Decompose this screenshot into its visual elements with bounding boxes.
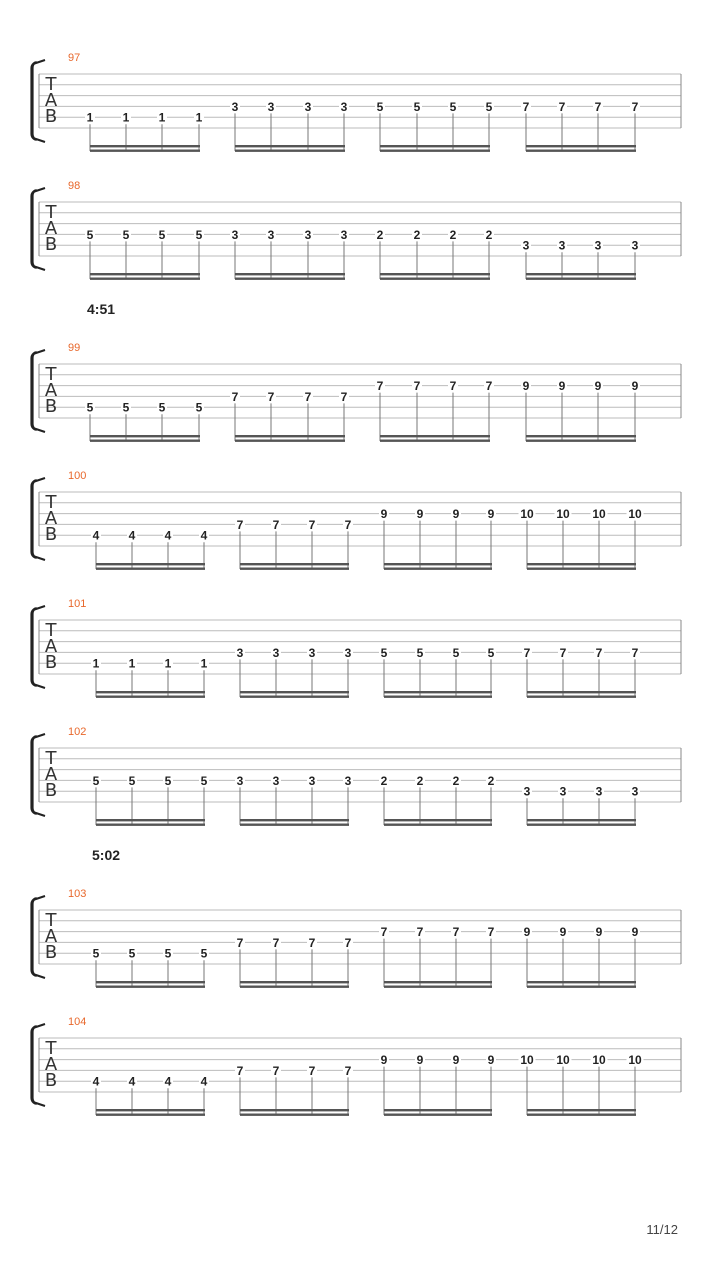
system-bracket	[31, 898, 37, 976]
fret-number: 7	[595, 645, 603, 660]
tab-clef-letter: T	[45, 910, 57, 931]
fret-number: 5	[449, 99, 457, 114]
fret-number: 4	[200, 1074, 208, 1089]
measure-number: 102	[68, 726, 87, 738]
fret-number: 3	[304, 99, 312, 114]
beam	[240, 1109, 349, 1111]
tab-clef-letter: B	[44, 106, 58, 127]
beam	[96, 824, 205, 826]
fret-number: 3	[344, 645, 352, 660]
fret-number: 7	[272, 1063, 280, 1078]
beam	[384, 986, 492, 988]
fret-number: 7	[308, 517, 316, 532]
beam	[380, 435, 490, 437]
fret-number: 5	[128, 946, 136, 961]
fret-number: 5	[92, 946, 100, 961]
measure-number: 100	[68, 470, 87, 482]
beam	[384, 568, 492, 570]
measure-number: 97	[68, 52, 81, 64]
beam	[384, 1109, 492, 1111]
fret-number: 3	[340, 99, 348, 114]
fret-number: 7	[344, 517, 352, 532]
beam	[90, 440, 200, 442]
beam	[526, 435, 636, 437]
fret-number: 2	[380, 773, 388, 788]
fret-number: 9	[487, 1053, 495, 1068]
beam	[235, 150, 345, 152]
fret-number: 7	[594, 99, 602, 114]
measure-number: 99	[68, 342, 81, 354]
beam	[96, 568, 205, 570]
fret-number: 3	[231, 99, 239, 114]
fret-number: 5	[164, 773, 172, 788]
fret-number: 9	[452, 507, 460, 522]
fret-number: 5	[122, 227, 130, 242]
fret-number: 7	[380, 925, 388, 940]
beam	[384, 981, 492, 983]
fret-number: 10	[520, 507, 534, 522]
fret-number: 2	[487, 773, 495, 788]
fret-number: 9	[522, 379, 530, 394]
fret-number: 5	[195, 227, 203, 242]
beam	[527, 986, 636, 988]
fret-number: 3	[595, 784, 603, 799]
fret-number: 7	[272, 517, 280, 532]
fret-number: 5	[200, 773, 208, 788]
tab-clef-letter: B	[44, 942, 58, 963]
fret-number: 2	[416, 773, 424, 788]
fret-number: 2	[452, 773, 460, 788]
fret-number: 7	[308, 935, 316, 950]
fret-number: 7	[558, 99, 566, 114]
tab-clef-letter: T	[45, 620, 57, 641]
page-number: 11/12	[646, 1222, 678, 1237]
fret-number: 7	[236, 517, 244, 532]
fret-number: 9	[594, 379, 602, 394]
fret-number: 5	[86, 400, 94, 415]
fret-number: 9	[380, 1053, 388, 1068]
system-bracket	[31, 62, 37, 140]
beam	[90, 273, 200, 275]
fret-number: 1	[164, 656, 172, 671]
tab-clef-letter: B	[44, 780, 58, 801]
tab-clef-letter: T	[45, 202, 57, 223]
tab-clef-letter: A	[44, 1054, 58, 1075]
fret-number: 9	[631, 925, 639, 940]
beam	[240, 1114, 349, 1116]
fret-number: 1	[158, 110, 166, 125]
fret-number: 4	[200, 528, 208, 543]
fret-number: 4	[92, 1074, 100, 1089]
fret-number: 5	[158, 227, 166, 242]
tab-clef-letter: T	[45, 364, 57, 385]
fret-number: 7	[523, 645, 531, 660]
fret-number: 3	[272, 645, 280, 660]
beam	[240, 568, 349, 570]
fret-number: 3	[522, 238, 530, 253]
fret-number: 10	[556, 507, 570, 522]
fret-number: 7	[236, 1063, 244, 1078]
beam	[380, 150, 490, 152]
tab-clef-letter: A	[44, 90, 58, 111]
fret-number: 5	[158, 400, 166, 415]
fret-number: 3	[558, 238, 566, 253]
tab-clef-letter: B	[44, 1070, 58, 1091]
fret-number: 5	[195, 400, 203, 415]
beam	[240, 981, 349, 983]
beam	[240, 563, 349, 565]
fret-number: 10	[628, 1053, 642, 1068]
system-bracket	[31, 1026, 37, 1104]
beam	[240, 696, 349, 698]
fret-number: 7	[236, 935, 244, 950]
fret-number: 3	[594, 238, 602, 253]
fret-number: 2	[485, 227, 493, 242]
fret-number: 7	[267, 389, 275, 404]
fret-number: 9	[559, 925, 567, 940]
fret-number: 5	[487, 645, 495, 660]
fret-number: 9	[631, 379, 639, 394]
beam	[527, 568, 636, 570]
fret-number: 3	[340, 227, 348, 242]
fret-number: 7	[449, 379, 457, 394]
fret-number: 3	[236, 773, 244, 788]
fret-number: 3	[523, 784, 531, 799]
beam	[96, 691, 205, 693]
fret-number: 5	[128, 773, 136, 788]
tab-clef-letter: B	[44, 396, 58, 417]
beam	[527, 819, 636, 821]
system-bracket	[31, 608, 37, 686]
tab-clef-letter: T	[45, 1038, 57, 1059]
fret-number: 1	[86, 110, 94, 125]
fret-number: 5	[413, 99, 421, 114]
beam	[380, 273, 490, 275]
fret-number: 3	[631, 784, 639, 799]
beam	[384, 819, 492, 821]
fret-number: 7	[452, 925, 460, 940]
beam	[96, 563, 205, 565]
fret-number: 7	[376, 379, 384, 394]
fret-number: 7	[308, 1063, 316, 1078]
fret-number: 2	[413, 227, 421, 242]
measure-number: 104	[68, 1016, 87, 1028]
fret-number: 3	[559, 784, 567, 799]
beam	[527, 563, 636, 565]
beam	[384, 696, 492, 698]
beam	[90, 278, 200, 280]
beam	[240, 819, 349, 821]
fret-number: 3	[236, 645, 244, 660]
fret-number: 1	[195, 110, 203, 125]
fret-number: 3	[308, 773, 316, 788]
fret-number: 7	[522, 99, 530, 114]
fret-number: 9	[487, 507, 495, 522]
fret-number: 7	[485, 379, 493, 394]
fret-number: 4	[164, 528, 172, 543]
fret-number: 7	[487, 925, 495, 940]
fret-number: 10	[592, 1053, 606, 1068]
fret-number: 3	[308, 645, 316, 660]
fret-number: 9	[523, 925, 531, 940]
beam	[235, 440, 345, 442]
tab-clef-letter: T	[45, 748, 57, 769]
beam	[384, 691, 492, 693]
measure-number: 98	[68, 180, 81, 192]
fret-number: 10	[520, 1053, 534, 1068]
fret-number: 9	[380, 507, 388, 522]
tab-clef-letter: A	[44, 636, 58, 657]
beam	[90, 150, 200, 152]
fret-number: 5	[122, 400, 130, 415]
beam	[384, 1114, 492, 1116]
tab-clef-letter: A	[44, 764, 58, 785]
beam	[240, 986, 349, 988]
tab-clef-letter: A	[44, 380, 58, 401]
fret-number: 1	[122, 110, 130, 125]
beam	[384, 824, 492, 826]
beam	[526, 440, 636, 442]
fret-number: 7	[304, 389, 312, 404]
fret-number: 5	[92, 773, 100, 788]
beam	[527, 1114, 636, 1116]
beam	[90, 435, 200, 437]
beam	[526, 278, 636, 280]
beam	[90, 145, 200, 147]
fret-number: 5	[485, 99, 493, 114]
fret-number: 4	[128, 528, 136, 543]
tab-clef-letter: A	[44, 218, 58, 239]
fret-number: 9	[416, 1053, 424, 1068]
fret-number: 5	[200, 946, 208, 961]
beam	[527, 696, 636, 698]
beam	[380, 145, 490, 147]
beam	[527, 691, 636, 693]
beam	[526, 273, 636, 275]
tab-clef-letter: T	[45, 74, 57, 95]
beam	[96, 1114, 205, 1116]
fret-number: 3	[344, 773, 352, 788]
fret-number: 4	[164, 1074, 172, 1089]
fret-number: 5	[376, 99, 384, 114]
beam	[380, 440, 490, 442]
system-bracket	[31, 480, 37, 558]
beam	[240, 824, 349, 826]
fret-number: 3	[272, 773, 280, 788]
fret-number: 9	[452, 1053, 460, 1068]
beam	[527, 824, 636, 826]
fret-number: 2	[449, 227, 457, 242]
fret-number: 1	[92, 656, 100, 671]
fret-number: 7	[413, 379, 421, 394]
beam	[96, 981, 205, 983]
fret-number: 4	[128, 1074, 136, 1089]
fret-number: 3	[631, 238, 639, 253]
fret-number: 5	[164, 946, 172, 961]
beam	[235, 273, 345, 275]
fret-number: 4	[92, 528, 100, 543]
beam	[380, 278, 490, 280]
beam	[526, 150, 636, 152]
tab-clef-letter: B	[44, 524, 58, 545]
fret-number: 10	[592, 507, 606, 522]
fret-number: 2	[376, 227, 384, 242]
beam	[235, 435, 345, 437]
beam	[96, 1109, 205, 1111]
system-bracket	[31, 352, 37, 430]
fret-number: 7	[631, 645, 639, 660]
fret-number: 5	[86, 227, 94, 242]
fret-number: 7	[272, 935, 280, 950]
fret-number: 9	[416, 507, 424, 522]
beam	[527, 1109, 636, 1111]
fret-number: 7	[231, 389, 239, 404]
time-marker: 4:51	[87, 301, 116, 317]
fret-number: 5	[416, 645, 424, 660]
beam	[96, 986, 205, 988]
fret-number: 9	[595, 925, 603, 940]
fret-number: 5	[380, 645, 388, 660]
fret-number: 5	[452, 645, 460, 660]
tab-clef-letter: A	[44, 926, 58, 947]
fret-number: 7	[559, 645, 567, 660]
fret-number: 7	[631, 99, 639, 114]
measure-number: 101	[68, 598, 87, 610]
system-bracket	[31, 736, 37, 814]
beam	[527, 981, 636, 983]
fret-number: 3	[267, 227, 275, 242]
time-marker: 5:02	[92, 847, 121, 863]
beam	[235, 278, 345, 280]
fret-number: 7	[416, 925, 424, 940]
tab-clef-letter: A	[44, 508, 58, 529]
fret-number: 3	[267, 99, 275, 114]
beam	[235, 145, 345, 147]
fret-number: 1	[128, 656, 136, 671]
beam	[96, 819, 205, 821]
tab-clef-letter: T	[45, 492, 57, 513]
fret-number: 3	[231, 227, 239, 242]
fret-number: 7	[340, 389, 348, 404]
fret-number: 10	[556, 1053, 570, 1068]
beam	[384, 563, 492, 565]
fret-number: 7	[344, 1063, 352, 1078]
beam	[96, 696, 205, 698]
tab-clef-letter: B	[44, 652, 58, 673]
measure-number: 103	[68, 888, 87, 900]
system-bracket	[31, 190, 37, 268]
fret-number: 10	[628, 507, 642, 522]
beam	[526, 145, 636, 147]
tab-clef-letter: B	[44, 234, 58, 255]
beam	[240, 691, 349, 693]
fret-number: 9	[558, 379, 566, 394]
fret-number: 7	[344, 935, 352, 950]
fret-number: 1	[200, 656, 208, 671]
fret-number: 3	[304, 227, 312, 242]
